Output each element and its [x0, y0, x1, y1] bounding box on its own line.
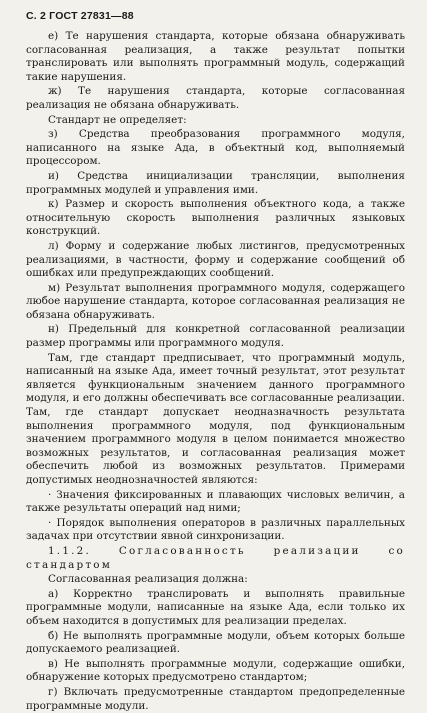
section-heading: 1.1.2. Согласованность реализации со стандартом — [26, 544, 405, 571]
page-header: С. 2 ГОСТ 27831—88 — [26, 10, 134, 22]
paragraph: г) Включать предусмотренные стандартом предопределенные программные модули. — [26, 685, 405, 712]
paragraph: ж) Те нарушения стандарта, которые согласованная реализация не обязана обнаруживать. — [26, 85, 405, 111]
paragraph: Согласованная реализация должна: — [48, 573, 248, 586]
paragraph: е) Те нарушения стандарта, которые обязана обнаруживать согласованная реализация, а также результат попытки транслировать или выполнять программный модуль, содержащий такие нарушения. — [26, 30, 405, 83]
paragraph: к) Размер и скорость выполнения объектного кода, а также относительную скорость выполнения различных языковых конструкций. — [26, 198, 405, 238]
paragraph: з) Средства преобразования программного модуля, написанного на языке Ада, в объектный код, выполняемый процессором. — [26, 128, 405, 168]
paragraph: Стандарт не определяет: — [48, 113, 187, 126]
paragraph: и) Средства инициализации трансляции, выполнения программных модулей и управления ими. — [26, 169, 405, 196]
paragraph: в) Не выполнять программные модули, содержащие ошибки, обнаружение которых предусмотрено стандартом; — [26, 657, 405, 684]
bullet-item: · Порядок выполнения операторов в различных параллельных задачах при отсутствии явной синхронизации. — [26, 516, 405, 543]
paragraph: л) Форму и содержание любых листингов, предусмотренных реализациями, в частности, форму и содержание сообщений об ошибках или предупреждающих сообщений. — [26, 239, 405, 280]
paragraph: а) Корректно транслировать и выполнять правильные программные модули, написанные на языке Ада, если только их объем находится в допустимых для реализации пределах. — [26, 587, 405, 627]
document-body — [26, 30, 405, 713]
paragraph: н) Предельный для конкретной согласованной реализации размер программы или программного модуля. — [26, 323, 405, 350]
bullet-item: · Значения фиксированных и плавающих числовых величин, а также результаты операций над ними; — [26, 488, 405, 515]
paragraph: м) Результат выполнения программного модуля, содержащего любое нарушение стандарта, которое согласованная реализация не обязана обнаруживать. — [26, 281, 405, 321]
paragraph: б) Не выполнять программные модули, объем которых больше допускаемого реализацией. — [26, 629, 405, 656]
paragraph: Там, где стандарт предписывает, что программный модуль, написанный на языке Ада, имеет точный результат, этот результат является функциональным значением данного программного модуля, и его должны обеспечивать все согласованные реализации. Там, где стандарт допускает неодназначность результата выполнения программного модуля, под функциональным значением программного модуля в целом понимается множество возможных результатов, и согласованная реализация может обеспечить любой из возможных результатов. Примерами допустимых неоднозначностей являются: — [26, 351, 405, 486]
